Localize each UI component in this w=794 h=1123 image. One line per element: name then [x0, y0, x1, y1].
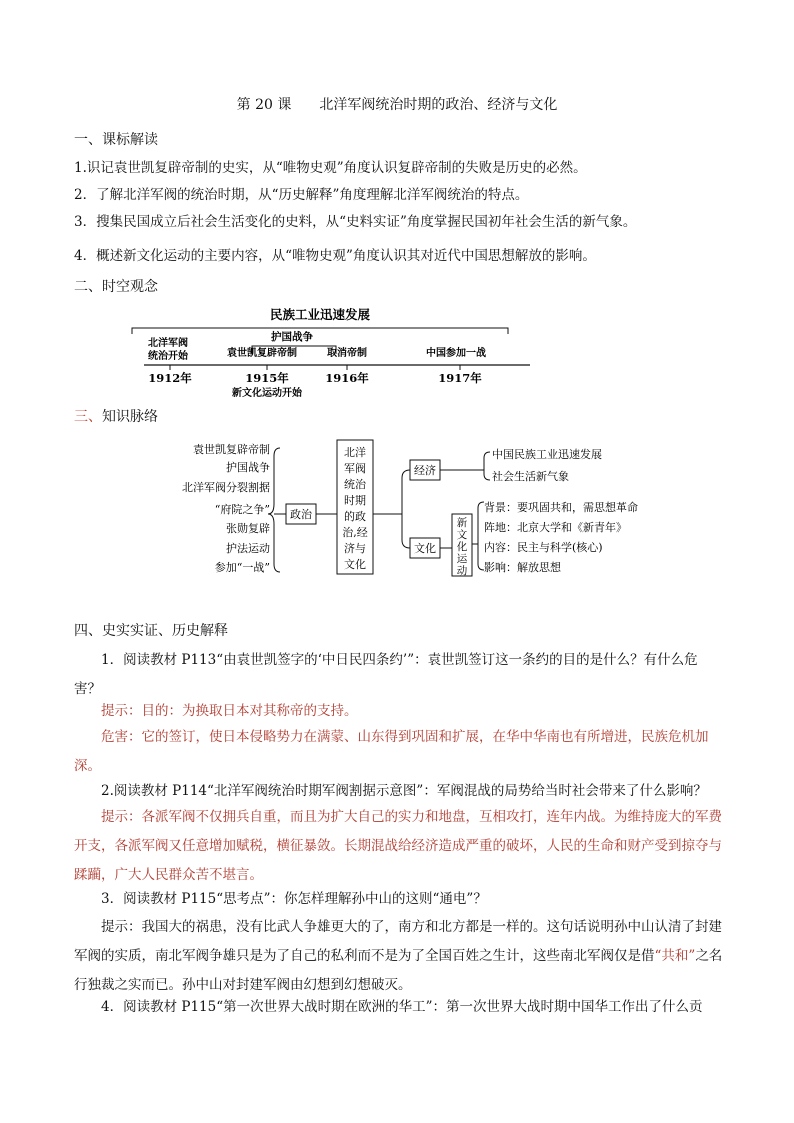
knowledge-mindmap — [170, 436, 650, 586]
center-text: 的政 — [344, 510, 366, 523]
culture-item: 背景：要巩固共和，需思想革命 — [484, 501, 638, 514]
standard-item-2: 2．了解北洋军阀的统治时期，从“历史解释”角度理解北洋军阀统治的特点。 — [74, 187, 529, 203]
economy-label: 经济 — [414, 464, 436, 477]
branch-brace — [402, 470, 410, 548]
politics-item: 袁世凯复辟帝制 — [193, 443, 270, 456]
event-beiyang-1: 北洋军阀 — [148, 338, 188, 349]
year-1912: 1912年 — [148, 371, 192, 385]
event-abolish: 取消帝制 — [327, 348, 367, 359]
section3-heading — [74, 406, 158, 426]
timeline-top-label: 民族工业迅速发展 — [269, 307, 371, 322]
question-2: 2.阅读教材 P114“北洋军阀统治时期军阀割据示意图”：军阀混战的局势给当时社会带来了什么影响？ — [101, 783, 707, 799]
movement-char: 化 — [456, 541, 468, 553]
section3-text: 知识脉络 — [102, 409, 158, 425]
standard-item-4: 4．概述新文化运动的主要内容，从“唯物史观”角度认识其对近代中国思想解放的影响。 — [74, 248, 596, 264]
event-restoration: 袁世凯复辟帝制 — [227, 348, 297, 359]
hint-3 — [74, 913, 724, 1000]
event-beiyang-2: 统治开始 — [148, 351, 188, 362]
politics-item: 北洋军阀分裂割据 — [182, 481, 270, 494]
timeline-war-label: 护国战争 — [271, 331, 313, 343]
movement-char: 文 — [456, 529, 468, 541]
culture-item: 影响：解放思想 — [484, 561, 561, 574]
hint-3-highlight: “共和” — [654, 948, 696, 964]
center-text: 时期 — [344, 494, 366, 507]
lesson-number: 第 20 课 — [236, 97, 292, 113]
economy-item: 中国民族工业迅速发展 — [492, 448, 602, 461]
year-1917: 1917年 — [438, 371, 482, 385]
hint-3-tail: 之名行独裁之实而已。孙中山对封建军阀由幻想到幻想破灭。 — [74, 948, 723, 993]
timeline-diagram — [130, 304, 530, 400]
question-3: 3．阅读教材 P115“思考点”：你怎样理解孙中山的这则“通电”？ — [101, 891, 487, 907]
movement-char: 运 — [456, 553, 468, 565]
politics-label: 政治 — [290, 508, 312, 521]
standard-item-1: 1.识记袁世凯复辟帝制的史实，从“唯物史观”角度认识复辟帝制的失败是历史的必然。 — [74, 160, 587, 176]
culture-item: 内容：民主与科学(核心) — [484, 541, 603, 554]
culture-item: 阵地：北京大学和《新青年》 — [484, 521, 627, 534]
politics-item: 参加“一战” — [214, 561, 270, 574]
hint-2: 提示：各派军阀不仅拥兵自重，而且为扩大自己的实力和地盘，互相攻打，连年内战。为维持庞大的军费开支，各派军阀又任意增加赋税，横征暴敛。长期混战给经济造成严重的破坏，人民的生命和财产受到掠夺与蹂躏，广大人民群众苦不堪言。 — [74, 809, 722, 883]
movement-char: 动 — [456, 565, 468, 577]
event-ww1: 中国参加一战 — [426, 348, 486, 359]
year-1915: 1915年 — [245, 371, 289, 385]
economy-item: 社会生活新气象 — [492, 470, 569, 483]
center-text: 北洋 — [344, 446, 366, 459]
question-1: 1．阅读教材 P113“由袁世凯签字的‘中日民四条约’”：袁世凯签订这一条约的目的是什么？有什么危害？ — [74, 652, 698, 697]
politics-item: 护国战争 — [226, 461, 270, 474]
page-title — [0, 94, 794, 114]
section2-heading: 二、时空观念 — [74, 279, 158, 295]
hint-3-main: 提示：我国大的祸患，没有比武人争雄更大的了，南方和北方都是一样的。这句话说明孙中山认清了封建军阀的实质，南北军阀争雄只是为了自己的私利而不是为了全国百姓之生计，这些南北军阀仅是借 — [74, 919, 722, 964]
center-text: 统治 — [344, 478, 366, 491]
section1-heading: 一、课标解读 — [74, 132, 158, 148]
center-text: 军阀 — [344, 462, 366, 475]
hint-1-harm: 危害：它的签订，使日本侵略势力在满蒙、山东得到巩固和扩展，在华中华南也有所增进，民族危机加深。 — [74, 729, 709, 774]
standard-item-3: 3．搜集民国成立后社会生活变化的史料，从“史料实证”角度掌握民国初年社会生活的新气象。 — [74, 214, 637, 230]
politics-item: 张勋复辟 — [226, 522, 270, 535]
hint-1-purpose: 提示：目的：为换取日本对其称帝的支持。 — [101, 703, 358, 719]
center-text: 济与 — [344, 542, 366, 555]
movement-char: 新 — [456, 517, 468, 529]
section3-number: 三、 — [74, 409, 102, 425]
year-1916: 1916年 — [325, 371, 369, 385]
section4-heading: 四、史实实证、历史解释 — [74, 623, 228, 639]
center-text: 文化 — [344, 558, 366, 571]
lesson-topic: 北洋军阀统治时期的政治、经济与文化 — [319, 97, 558, 113]
politics-item: 护法运动 — [226, 542, 270, 555]
culture-label: 文化 — [414, 542, 436, 555]
question-4: 4．阅读教材 P115“第一次世界大战时期在欧洲的华工”：第一次世界大战时期中国华工作出了什么贡 — [101, 999, 703, 1015]
industry-bracket — [132, 328, 508, 334]
center-text: 治,经 — [342, 526, 368, 539]
new-culture-start: 新文化运动开始 — [232, 388, 302, 399]
politics-item: “府院之争” — [214, 503, 270, 516]
